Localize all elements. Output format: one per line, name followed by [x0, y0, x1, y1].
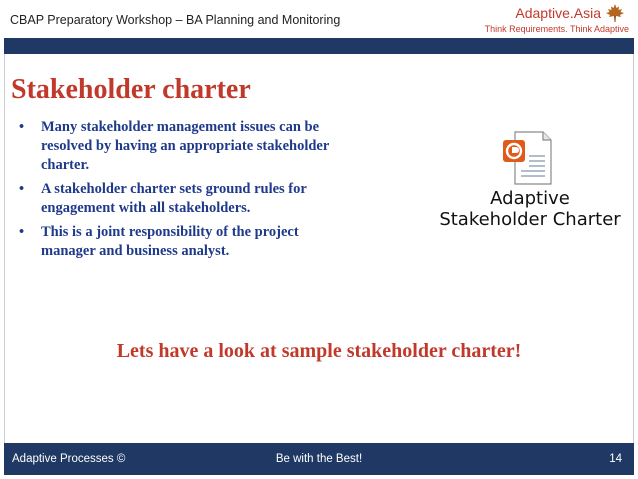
brand-name: Adaptive.Asia [515, 5, 601, 21]
bullet-text: A stakeholder charter sets ground rules for engagement with all stakeholders. [41, 181, 307, 216]
bullet-marker: • [19, 181, 25, 197]
brand-logo [479, 3, 629, 37]
slide-footer [4, 443, 634, 475]
slide-header [0, 0, 638, 38]
bullet-item [13, 223, 353, 261]
page-number: 14 [609, 453, 622, 465]
bullet-marker: • [19, 119, 25, 135]
bullet-list [13, 118, 353, 266]
bullet-text: Many stakeholder management issues can be resolved by having an appropriate stakeholder charter. [41, 119, 330, 173]
powerpoint-document-icon[interactable] [495, 126, 559, 190]
slide-title: Stakeholder charter [11, 74, 251, 105]
footer-slogan: Be with the Best! [275, 453, 363, 465]
footer-copyright: Adaptive Processes © [12, 453, 126, 465]
brand-tagline: Think Requirements. Think Adaptive [484, 24, 629, 34]
callout-text: Lets have a look at sample stakeholder charter! [116, 340, 522, 362]
slide-body [4, 54, 634, 443]
maple-leaf-icon [603, 3, 627, 23]
document-label-line1: Adaptive [490, 188, 570, 209]
document-label [425, 188, 635, 230]
header-title: CBAP Preparatory Workshop – BA Planning and Monitoring [10, 13, 341, 27]
bullet-item [13, 118, 353, 175]
bullet-item [13, 180, 353, 218]
bullet-text: This is a joint responsibility of the project manager and business analyst. [41, 224, 299, 259]
bullet-marker: • [19, 224, 25, 240]
document-label-line2: Stakeholder Charter [439, 209, 621, 230]
header-bar [4, 38, 634, 54]
